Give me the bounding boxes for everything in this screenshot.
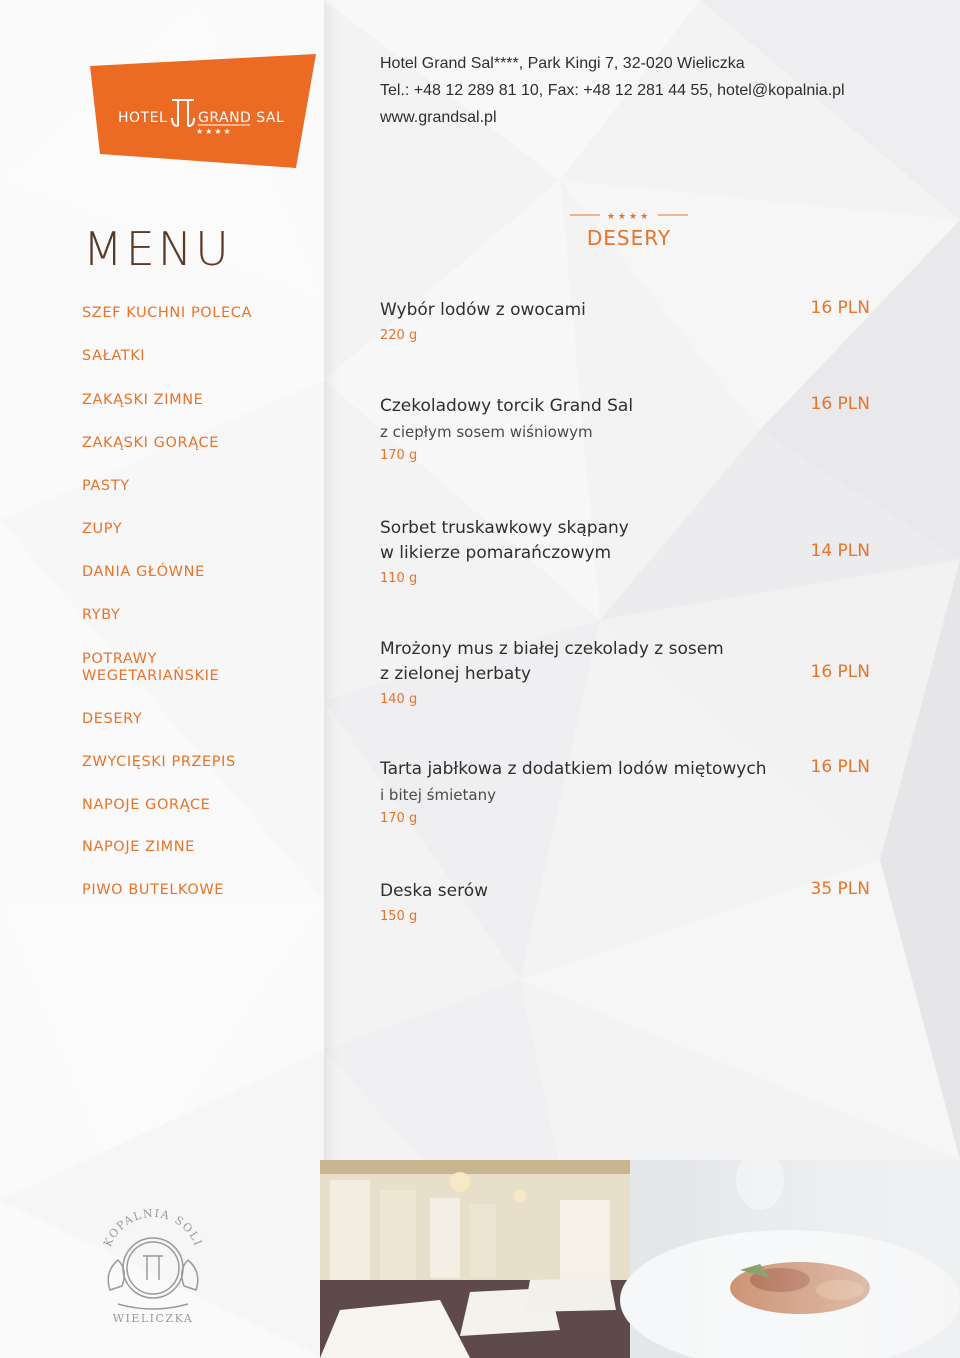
- hotel-contact-info: [380, 50, 845, 131]
- seal-top-text: KOPALNIA SOLI: [101, 1206, 205, 1249]
- section-stars-divider: [570, 208, 688, 222]
- nav-item-zakaski-zimne[interactable]: ZAKĄSKI ZIMNE: [82, 392, 204, 408]
- hotel-website-link[interactable]: www.grandsal.pl: [380, 109, 497, 126]
- hotel-logo: [90, 54, 316, 168]
- dish-description: i bitej śmietany: [380, 786, 496, 804]
- dish-name: Deska serów: [380, 881, 489, 901]
- svg-text:★★★★: ★★★★: [196, 127, 233, 136]
- dish-weight: 140 g: [380, 692, 418, 707]
- nav-item-ryby[interactable]: RYBY: [82, 607, 121, 623]
- seal-bottom-text: WIELICZKA: [112, 1312, 194, 1325]
- dish-item: [380, 516, 870, 588]
- dish-price: 16 PLN: [810, 394, 870, 414]
- nav-item-szef-kuchni-poleca[interactable]: SZEF KUCHNI POLECA: [82, 305, 252, 321]
- dish-price: 14 PLN: [810, 541, 870, 561]
- nav-item-dania-glowne[interactable]: DANIA GŁÓWNE: [82, 564, 205, 580]
- dish-weight: 220 g: [380, 328, 418, 343]
- svg-text:GRAND SAL: GRAND SAL: [198, 110, 285, 126]
- kopalnia-soli-seal: [88, 1200, 218, 1330]
- section-title: DESERY: [586, 226, 672, 250]
- dish-price: 35 PLN: [810, 879, 870, 899]
- dish-description: z ciepłym sosem wiśniowym: [380, 423, 593, 441]
- dish-name: Tarta jabłkowa z dodatkiem lodów miętowych: [380, 759, 767, 779]
- nav-item-napoje-gorace[interactable]: NAPOJE GORĄCE: [82, 797, 211, 813]
- svg-text:HOTEL: HOTEL: [118, 110, 168, 126]
- dish-weight: 170 g: [380, 811, 418, 826]
- restaurant-photo: [320, 1160, 960, 1358]
- dish-weight: 150 g: [380, 909, 418, 924]
- dish-name: Czekoladowy torcik Grand Sal: [380, 396, 634, 416]
- dish-price: 16 PLN: [810, 662, 870, 682]
- nav-item-piwo-butelkowe[interactable]: PIWO BUTELKOWE: [82, 882, 225, 898]
- dish-price: 16 PLN: [810, 298, 870, 318]
- menu-title: MENU: [83, 222, 232, 276]
- nav-item-desery[interactable]: DESERY: [82, 711, 143, 727]
- hotel-phone-email: Tel.: +48 12 289 81 10, Fax: +48 12 281 44 55, hotel@kopalnia.pl: [380, 82, 845, 99]
- nav-item-salatki[interactable]: SAŁATKI: [82, 348, 146, 364]
- dish-item: [380, 757, 870, 828]
- dish-name: Mrożony mus z białej czekolady z sosem z zielonej herbaty: [380, 639, 724, 684]
- hotel-address: Hotel Grand Sal****, Park Kingi 7, 32-020 Wieliczka: [380, 55, 745, 72]
- dish-item: [380, 637, 870, 709]
- dish-item: [380, 879, 870, 926]
- nav-item-potrawy-wegetarianskie[interactable]: POTRAWY WEGETARIAŃSKIE: [82, 651, 220, 684]
- dish-weight: 170 g: [380, 448, 418, 463]
- nav-item-zakaski-gorace[interactable]: ZAKĄSKI GORĄCE: [82, 435, 219, 451]
- dish-name: Sorbet truskawkowy skąpany w likierze pomarańczowym: [380, 518, 629, 563]
- dish-price: 16 PLN: [810, 757, 870, 777]
- nav-item-pasty[interactable]: PASTY: [82, 478, 130, 494]
- section-stars: ★★★★: [606, 212, 652, 222]
- dish-name: Wybór lodów z owocami: [380, 300, 586, 320]
- dish-item: [380, 394, 870, 465]
- nav-item-zwycieski-przepis[interactable]: ZWYCIĘSKI PRZEPIS: [82, 754, 236, 770]
- dish-item: [380, 298, 870, 345]
- nav-item-zupy[interactable]: ZUPY: [82, 521, 123, 537]
- nav-item-napoje-zimne[interactable]: NAPOJE ZIMNE: [82, 839, 195, 855]
- dish-weight: 110 g: [380, 571, 418, 586]
